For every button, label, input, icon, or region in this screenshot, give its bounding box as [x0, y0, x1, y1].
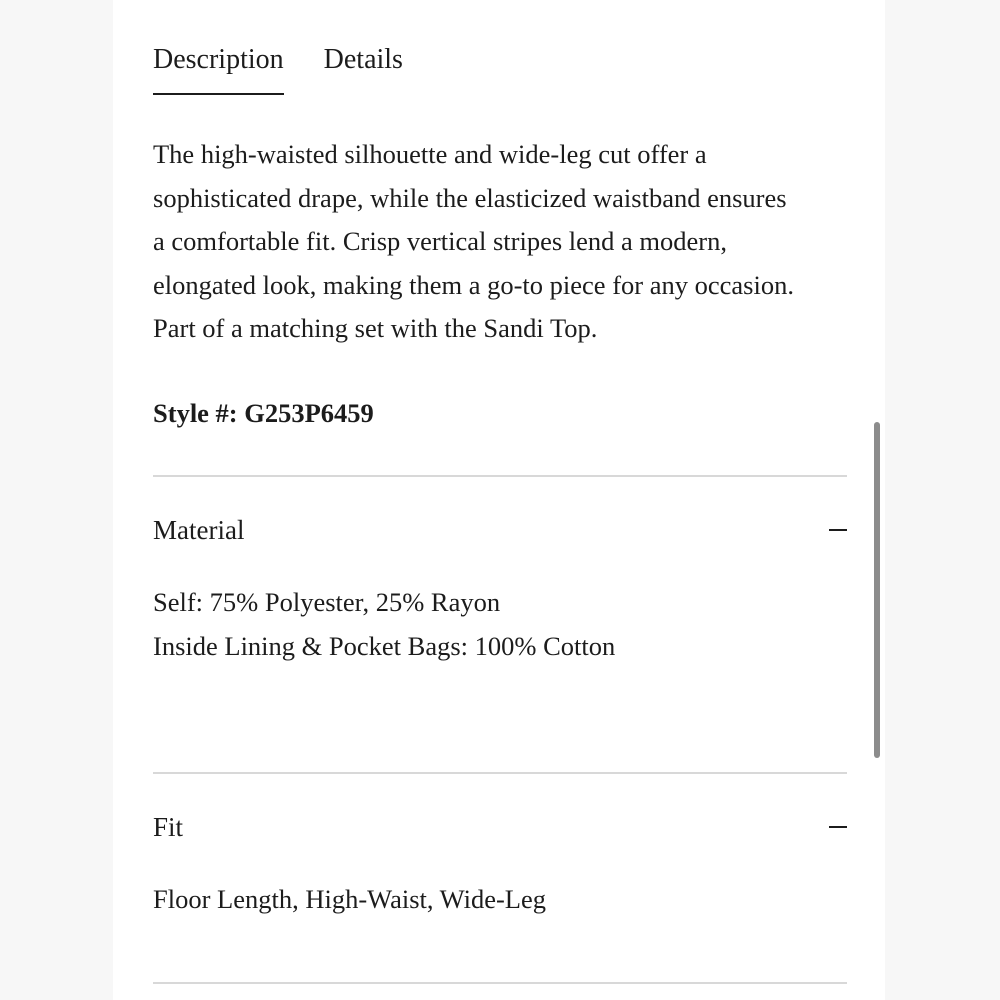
- material-line: Self: 75% Polyester, 25% Rayon: [153, 587, 501, 617]
- minus-icon[interactable]: [829, 529, 847, 531]
- description-line: sophisticated drape, while the elasticized waistband ensures: [153, 182, 787, 213]
- scrollbar-thumb[interactable]: [874, 422, 880, 758]
- divider: [153, 982, 847, 984]
- divider: [153, 475, 847, 477]
- tab-description[interactable]: Description: [153, 40, 284, 95]
- product-description: [153, 133, 853, 351]
- accordion-header-fit[interactable]: [153, 802, 847, 852]
- product-tabs: [153, 40, 443, 96]
- style-number: Style #: G253P6459: [153, 398, 374, 428]
- tab-details[interactable]: Details: [323, 44, 403, 75]
- accordion-body-material: [153, 581, 847, 668]
- description-line: The high-waisted silhouette and wide-leg cut offer a: [153, 139, 707, 169]
- fit-line: Floor Length, High-Waist, Wide-Leg: [153, 884, 546, 914]
- description-line: a comfortable fit. Crisp vertical stripes lend a modern,: [153, 226, 727, 256]
- divider: [153, 772, 847, 774]
- accordion-title-material: Material: [153, 515, 245, 545]
- accordion-title-fit: Fit: [153, 812, 184, 842]
- accordion-body-fit: [153, 878, 847, 922]
- description-line: Part of a matching set with the Sandi Top.: [153, 313, 598, 343]
- accordion-header-material[interactable]: [153, 505, 847, 555]
- material-line: Inside Lining & Pocket Bags: 100% Cotton: [153, 630, 616, 661]
- minus-icon[interactable]: [829, 826, 847, 828]
- description-line: elongated look, making them a go-to piece for any occasion.: [153, 269, 794, 300]
